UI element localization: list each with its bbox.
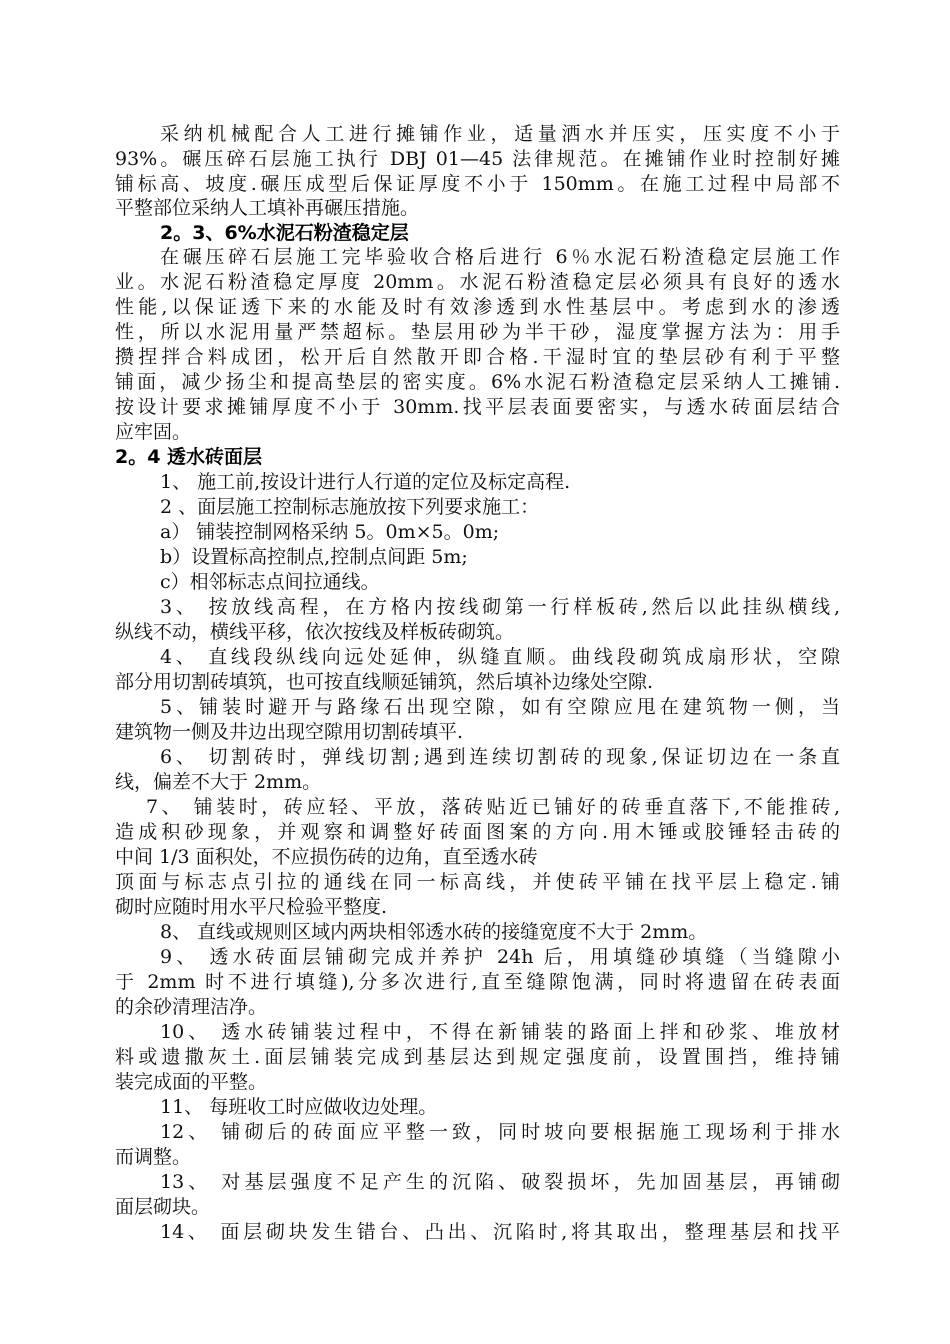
intro-line-1: 采纳机械配合人工进行摊铺作业，适量洒水并压实，压实度不小于	[160, 123, 840, 145]
list-item-9-line-2: 于 2mm 时不进行填缝),分多次进行,直至缝隙饱满，同时将遗留在砖表面	[115, 971, 840, 993]
list-item-12-line-2: 而调整。	[115, 1146, 192, 1168]
section-2-3-line-4: 性，所以水泥用量严禁超标。垫层用砂为半干砂，湿度掌握方法为：用手	[115, 321, 840, 343]
list-item-1: 1、 施工前,按设计进行人行道的定位及标定高程.	[160, 471, 571, 493]
list-item-2: 2 、面层施工控制标志施放按下列要求施工：	[160, 496, 540, 518]
list-item-6-line-1: 6、 切割砖时，弹线切割;遇到连续切割砖的现象,保证切边在一条直	[160, 746, 840, 768]
list-item-3-line-2: 纵线不动，横线平移，依次按线及样板砖砌筑。	[115, 621, 515, 643]
section-2-3-line-6: 铺面，减少扬尘和提高垫层的密实度。6%水泥石粉渣稳定层采纳人工摊铺.	[115, 371, 840, 393]
intro-line-3: 铺标高、坡度.碾压成型后保证厚度不小于 150mm。在施工过程中局部不	[115, 173, 840, 195]
list-item-13-line-2: 面层砌块。	[115, 1196, 211, 1218]
list-item-7-line-5: 砌时应随时用水平尺检验平整度.	[115, 896, 388, 918]
intro-line-4: 平整部位采纳人工填补再碾压措施。	[115, 197, 420, 219]
list-item-7-line-2: 造成积砂现象，并观察和调整好砖面图案的方向.用木锤或胶锤轻击砖的	[115, 821, 840, 843]
section-2-4-heading: 2。4 透水砖面层	[115, 446, 263, 468]
list-item-8: 8、 直线或规则区域内两块相邻透水砖的接缝宽度不大于 2mm。	[160, 921, 708, 943]
list-item-3-line-1: 3、 按放线高程，在方格内按线砌第一行样板砖,然后以此挂纵横线,	[160, 596, 840, 618]
list-item-10-line-2: 料或遗撒灰土.面层铺装完成到基层达到规定强度前，设置围挡，维持铺	[115, 1046, 840, 1068]
section-2-3-line-7: 按设计要求摊铺厚度不小于 30mm.找平层表面要密实，与透水砖面层结合	[115, 396, 840, 418]
list-item-7-line-4: 顶面与标志点引拉的通线在同一标高线，并使砖平铺在找平层上稳定.铺	[115, 871, 840, 893]
list-item-2c: c）相邻标志点间拉通线。	[160, 571, 380, 593]
list-item-4-line-1: 4、 直线段纵线向远处延伸，纵缝直顺。曲线段砌筑成扇形状，空隙	[160, 646, 840, 668]
list-item-7-line-3: 中间 1/3 面积处，不应损伤砖的边角，直至透水砖	[115, 846, 538, 868]
list-item-2b: b）设置标高控制点,控制点间距 5m;	[160, 546, 468, 568]
section-2-3-line-5: 攒捏拌合料成团，松开后自然散开即合格.干湿时宜的垫层砂有利于平整	[115, 346, 840, 368]
list-item-12-line-1: 12、 铺砌后的砖面应平整一致，同时坡向要根据施工现场利于排水	[160, 1121, 840, 1143]
list-item-9-line-1: 9、 透水砖面层铺砌完成并养护 24h 后，用填缝砂填缝（当缝隙小	[160, 946, 840, 968]
list-item-4-line-2: 部分用切割砖填筑，也可按直线顺延铺筑，然后填补边缘处空隙.	[115, 671, 654, 693]
list-item-14-line-1: 14、 面层砌块发生错台、凸出、沉陷时,将其取出，整理基层和找平	[160, 1221, 840, 1243]
intro-line-2: 93%。碾压碎石层施工执行 DBJ 01—45 法律规范。在摊铺作业时控制好摊	[115, 148, 840, 170]
section-2-3-line-1: 在碾压碎石层施工完毕验收合格后进行 6％水泥石粉渣稳定层施工作	[160, 246, 840, 268]
list-item-5-line-2: 建筑物一侧及井边出现空隙用切割砖填平.	[115, 721, 464, 743]
list-item-13-line-1: 13、 对基层强度不足产生的沉陷、破裂损坏，先加固基层，再铺砌	[160, 1171, 840, 1193]
list-item-6-line-2: 线，偏差不大于 2mm。	[115, 771, 322, 793]
section-2-3-line-2: 业。水泥石粉渣稳定厚度 20mm。水泥石粉渣稳定层必须具有良好的透水	[115, 271, 840, 293]
list-item-10-line-3: 装完成面的平整。	[115, 1071, 268, 1093]
list-item-11: 11、 每班收工时应做收边处理。	[160, 1096, 438, 1118]
list-item-9-line-3: 的余砂清理洁净。	[115, 996, 268, 1018]
section-2-3-line-3: 性能,以保证透下来的水能及时有效渗透到水性基层中。考虑到水的渗透	[115, 296, 840, 318]
list-item-5-line-1: 5、铺装时避开与路缘石出现空隙，如有空隙应甩在建筑物一侧，当	[160, 696, 840, 718]
list-item-10-line-1: 10、 透水砖铺装过程中，不得在新铺装的路面上拌和砂浆、堆放材	[160, 1021, 840, 1043]
section-2-3-line-8: 应牢固。	[115, 421, 192, 443]
list-item-7-line-1: 7、 铺装时，砖应轻、平放，落砖贴近已铺好的砖垂直落下,不能推砖,	[146, 796, 840, 818]
list-item-2a: a） 铺装控制网格采纳 5。0m×5。0m;	[160, 521, 500, 543]
section-2-3-heading: 2。3、6%水泥石粉渣稳定层	[160, 222, 409, 244]
